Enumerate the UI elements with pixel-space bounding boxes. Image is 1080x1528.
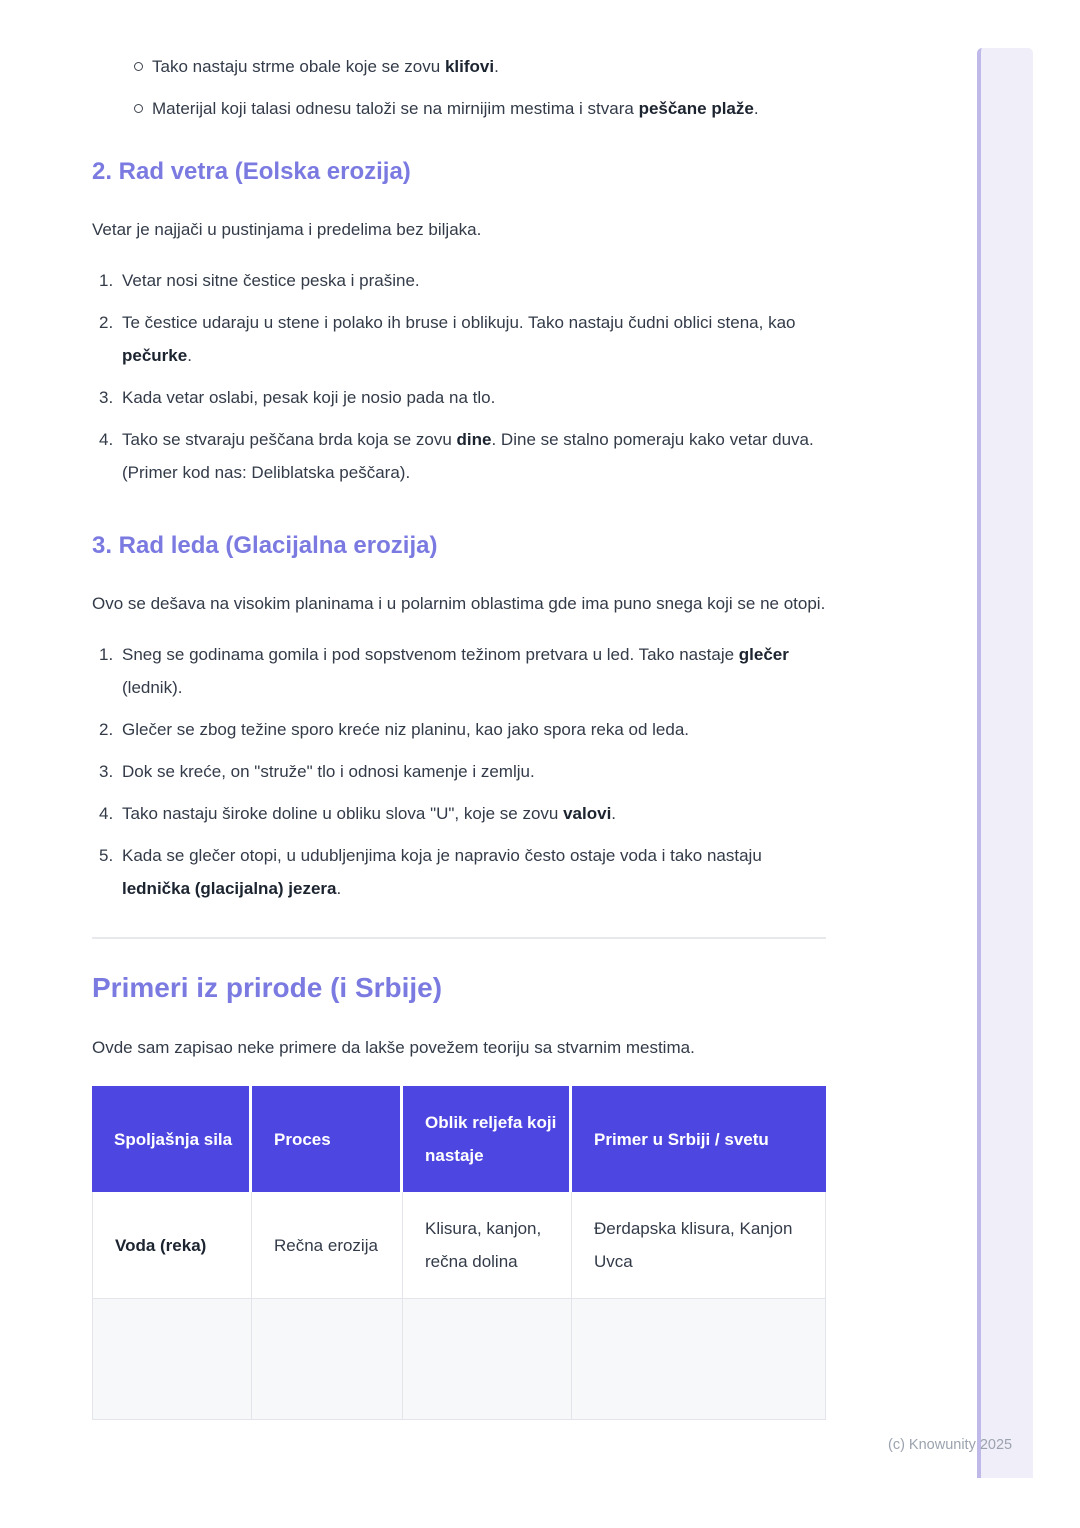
item-text: Vetar nosi sitne čestice peska i prašine.	[122, 271, 420, 290]
bullet-item	[92, 92, 826, 125]
examples-table	[92, 1086, 826, 1420]
list-number: 1.	[99, 645, 114, 664]
numbered-item	[92, 713, 826, 746]
numbered-item	[92, 839, 826, 905]
numbered-item	[92, 638, 826, 704]
item-text: .	[611, 804, 617, 823]
numbered-item	[92, 797, 826, 830]
item-text: .	[336, 879, 342, 898]
bullet-item	[92, 50, 826, 83]
col-header-example: Primer u Srbiji / svetu	[572, 1086, 826, 1192]
bullet-circle-icon	[134, 104, 143, 113]
watermark: (c) Knowunity 2025	[888, 1437, 1013, 1453]
item-text: .	[187, 346, 192, 365]
col-header-force: Spoljašnja sila	[92, 1086, 252, 1192]
section-wind-intro: Vetar je najjači u pustinjama i predelima bez biljaka.	[92, 220, 482, 239]
bold-term: pečurke	[122, 346, 188, 365]
bold-term: klifovi	[444, 57, 495, 76]
bold-term: dine	[456, 430, 492, 449]
section-ice-heading: 3. Rad leda (Glacijalna erozija)	[92, 532, 438, 559]
cell-force	[92, 1299, 252, 1420]
table-row	[92, 1192, 826, 1299]
intro-bullet-list	[92, 50, 826, 125]
bullet-text: .	[753, 99, 759, 118]
col-header-landform: Oblik reljefa koji nastaje	[403, 1086, 572, 1192]
numbered-item	[92, 423, 826, 489]
bullet-text: Materijal koji talasi odnesu taloži se na mirnijim mestima i stvara	[152, 99, 639, 118]
section-wind-heading: 2. Rad vetra (Eolska erozija)	[92, 158, 411, 185]
item-text: Sneg se godinama gomila i pod sopstvenom težinom pretvara u led. Tako nastaje	[122, 645, 739, 664]
item-text: Tako nastaju široke doline u obliku slova "U", koje se zovu	[122, 804, 564, 823]
page-edge-strip	[977, 48, 1033, 1478]
ice-steps-list	[92, 638, 826, 905]
list-number: 2.	[99, 313, 114, 332]
item-text: . Dine se stalno pomeraju kako vetar duva. (Primer kod nas: Deliblatska peščara).	[122, 430, 814, 482]
bullet-circle-icon	[134, 62, 143, 71]
numbered-item	[92, 264, 826, 297]
bold-term: valovi	[563, 804, 612, 823]
item-text: Te čestice udaraju u stene i polako ih bruse i oblikuju. Tako nastaju čudni oblici stena, kao	[122, 313, 796, 332]
bold-term: peščane plaže	[638, 99, 754, 118]
cell-landform: Klisura, kanjon, rečna dolina	[403, 1192, 572, 1299]
cell-process	[252, 1299, 403, 1420]
examples-intro: Ovde sam zapisao neke primere da lakše povežem teoriju sa stvarnim mestima.	[92, 1038, 695, 1057]
list-number: 4.	[99, 430, 114, 449]
section-divider	[92, 937, 826, 939]
list-number: 1.	[99, 271, 114, 290]
col-header-process: Proces	[252, 1086, 403, 1192]
item-text: Dok se kreće, on "struže" tlo i odnosi kamenje i zemlju.	[122, 762, 535, 781]
list-number: 5.	[99, 846, 114, 865]
numbered-item	[92, 306, 826, 372]
wind-steps-list	[92, 264, 826, 489]
cell-example: Đerdapska klisura, Kanjon Uvca	[572, 1192, 826, 1299]
list-number: 3.	[99, 762, 114, 781]
numbered-item	[92, 755, 826, 788]
bold-term: lednička (glacijalna) jezera	[122, 879, 337, 898]
item-text: Tako se stvaraju peščana brda koja se zovu	[122, 430, 457, 449]
list-number: 3.	[99, 388, 114, 407]
cell-force: Voda (reka)	[92, 1192, 252, 1299]
table-header-row	[92, 1086, 826, 1192]
item-text: Glečer se zbog težine sporo kreće niz planinu, kao jako spora reka od leda.	[122, 720, 689, 739]
section-ice-intro: Ovo se dešava na visokim planinama i u polarnim oblastima gde ima puno snega koji se ne otopi.	[92, 594, 826, 613]
item-text: Kada se glečer otopi, u udubljenjima koja je napravio često ostaje voda i tako nastaju	[122, 846, 762, 865]
numbered-item	[92, 381, 826, 414]
table-row-cutoff	[92, 1299, 826, 1420]
cell-example	[572, 1299, 826, 1420]
bold-term: glečer	[738, 645, 789, 664]
bullet-text: Tako nastaju strme obale koje se zovu	[152, 57, 445, 76]
list-number: 2.	[99, 720, 114, 739]
content-column	[92, 0, 826, 1420]
bullet-text: .	[494, 57, 499, 76]
item-text: (lednik).	[122, 678, 183, 697]
cell-process: Rečna erozija	[252, 1192, 403, 1299]
cell-landform	[403, 1299, 572, 1420]
examples-heading: Primeri iz prirode (i Srbije)	[92, 972, 443, 1003]
list-number: 4.	[99, 804, 114, 823]
item-text: Kada vetar oslabi, pesak koji je nosio pada na tlo.	[122, 388, 496, 407]
